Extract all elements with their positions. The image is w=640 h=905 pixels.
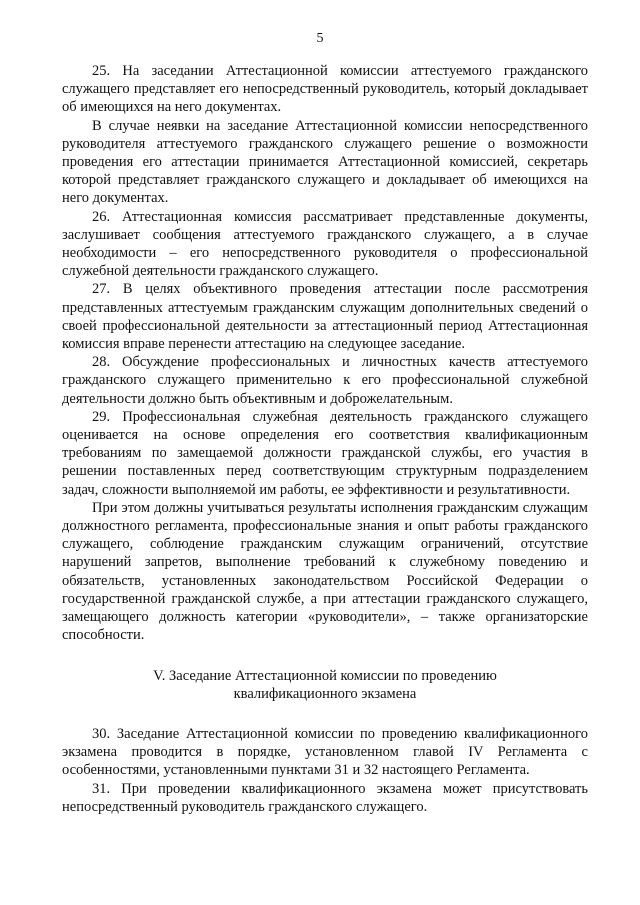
- document-body: [62, 62, 588, 816]
- section-heading-line-1: V. Заседание Аттестационной комиссии по проведению: [153, 667, 497, 684]
- paragraph-29: 29. Профессиональная служебная деятельность гражданского служащего оценивается на основе определения его соответствия квалификационным требованиям по замещаемой должности гражданской службы, его участия в решении поставленных перед соответствующим структурным подразделением задач, сложности выполняемой им работы, ее эффективности и результативности.: [62, 408, 588, 498]
- paragraph-30: 30. Заседание Аттестационной комиссии по проведению квалификационного экзамена проводится в порядке, установленном главой IV Регламента с особенностями, установленными пунктами 31 и 32 настоящего Регламента.: [62, 725, 588, 779]
- section-heading-line-2: квалификационного экзамена: [233, 685, 417, 702]
- paragraph-31: 31. При проведении квалификационного экзамена может присутствовать непосредственный руководитель гражданского служащего.: [62, 780, 588, 815]
- paragraph-28: 28. Обсуждение профессиональных и личностных качеств аттестуемого гражданского служащего применительно к его профессиональной служебной деятельности должно быть объективным и доброжелательным.: [62, 354, 588, 407]
- paragraph-29-continued: При этом должны учитываться результаты исполнения гражданским служащим должностного регламента, профессиональные знания и опыт работы гражданского служащего, соблюдение гражданским служащим ограничений, отсутствие нарушений запретов, выполнение требований к служебному поведению и обязательств, установленных законодательством Российской Федерации о государственной гражданской службе, а при аттестации гражданского служащего, замещающего должность категории «руководители», – также организаторские способности.: [62, 499, 588, 644]
- paragraph-27: 27. В целях объективного проведения аттестации после рассмотрения представленных аттестуемым гражданским служащим дополнительных сведений о своей профессиональной деятельности за аттестационный период Аттестационная комиссия вправе перенести аттестацию на следующее заседание.: [62, 281, 588, 353]
- paragraph-25-continued: В случае неявки на заседание Аттестационной комиссии непосредственного руководителя аттестуемого гражданского служащего решение о возможности проведения его аттестации принимается Аттестационной комиссией, секретарь которой представляет гражданского служащего и докладывает об имеющихся на него документах.: [62, 117, 588, 207]
- section-heading: [62, 667, 588, 703]
- paragraph-26: 26. Аттестационная комиссия рассматривает представленные документы, заслушивает сообщения аттестуемого гражданского служащего, а в случае необходимости – его непосредственного руководителя о профессиональной служебной деятельности гражданского служащего.: [62, 208, 588, 280]
- page-number: 5: [316, 31, 324, 46]
- paragraph-25: 25. На заседании Аттестационной комиссии аттестуемого гражданского служащего представляет его непосредственный руководитель, который докладывает об имеющихся на него документах.: [62, 63, 588, 116]
